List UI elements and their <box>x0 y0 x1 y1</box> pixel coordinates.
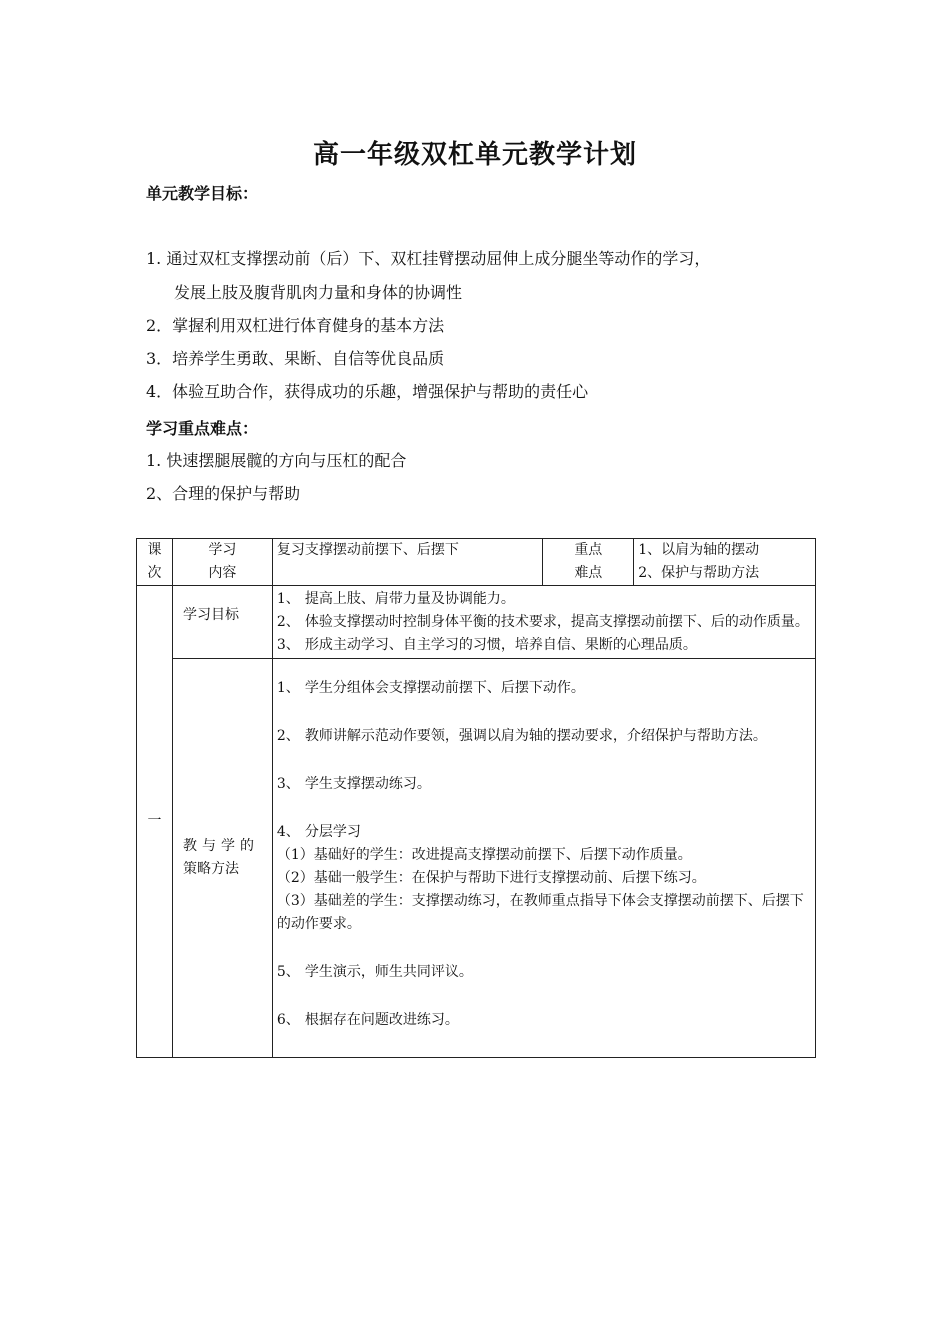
header-key-points: 重点 难点 <box>543 539 634 586</box>
key-point-1: 1. 快速摆腿展髋的方向与压杠的配合 <box>146 451 407 470</box>
goals-cell <box>272 586 815 659</box>
strategy-cell <box>272 659 815 1058</box>
goal-item: 2、 体验支撑摆动时控制身体平衡的技术要求，提高支撑摆动前摆下、后的动作质量。 <box>276 614 809 630</box>
table-header-row <box>137 539 816 586</box>
strategy-label: 教与学的 策略方法 <box>172 659 272 1058</box>
unit-goal-1: 1. 通过双杠支撑摆动前（后）下、双杠挂臂摆动屈伸上成分腿坐等动作的学习， <box>146 249 711 268</box>
strategy-item: 1、 学生分组体会支撑摆动前摆下、后摆下动作。 <box>276 680 585 696</box>
strategy-item: 5、 学生演示，师生共同评议。 <box>276 964 473 980</box>
header-content: 学习 内容 <box>172 539 272 586</box>
key-points-heading: 学习重点难点： <box>146 419 259 438</box>
layer-item: （3）基础差的学生：支撑摆动练习，在教师重点指导下体会支撑摆动前摆下、后摆下的动作要求。 <box>276 893 804 932</box>
unit-goal-2: 2．掌握利用双杠进行体育健身的基本方法 <box>146 316 445 335</box>
page-title: 高一年级双杠单元教学计划 <box>312 140 637 170</box>
unit-goal-1-cont: 发展上肢及腹背肌肉力量和身体的协调性 <box>174 283 463 302</box>
header-lesson: 课次 <box>137 539 173 586</box>
strategy-item: 2、 教师讲解示范动作要领，强调以肩为轴的摆动要求，介绍保护与帮助方法。 <box>276 728 767 744</box>
goals-row <box>137 586 816 659</box>
lesson-plan-table <box>136 538 816 1058</box>
goal-label: 学习目标 <box>172 586 272 659</box>
lesson-number: 一 <box>137 586 173 1058</box>
strategy-item: 3、 学生支撑摆动练习。 <box>276 776 431 792</box>
key-point-2: 2、合理的保护与帮助 <box>146 484 301 503</box>
unit-goal-3: 3．培养学生勇敢、果断、自信等优良品质 <box>146 349 445 368</box>
key-points-value: 1、以肩为轴的摆动 2、保护与帮助方法 <box>634 539 816 586</box>
unit-goal-4: 4．体验互助合作，获得成功的乐趣，增强保护与帮助的责任心 <box>146 382 589 401</box>
strategy-item: 6、 根据存在问题改进练习。 <box>276 1012 459 1028</box>
goal-item: 3、 形成主动学习、自主学习的习惯，培养自信、果断的心理品质。 <box>276 637 697 653</box>
unit-goals-heading: 单元教学目标： <box>146 184 259 203</box>
strategy-item: 4、 分层学习 <box>276 824 361 840</box>
layer-item: （1）基础好的学生：改进提高支撑摆动前摆下、后摆下动作质量。 <box>276 847 692 863</box>
strategy-row <box>137 659 816 1058</box>
layer-item: （2）基础一般学生：在保护与帮助下进行支撑摆动前、后摆下练习。 <box>276 870 706 886</box>
content-value: 复习支撑摆动前摆下、后摆下 <box>272 539 543 586</box>
goal-item: 1、 提高上肢、肩带力量及协调能力。 <box>276 591 515 607</box>
